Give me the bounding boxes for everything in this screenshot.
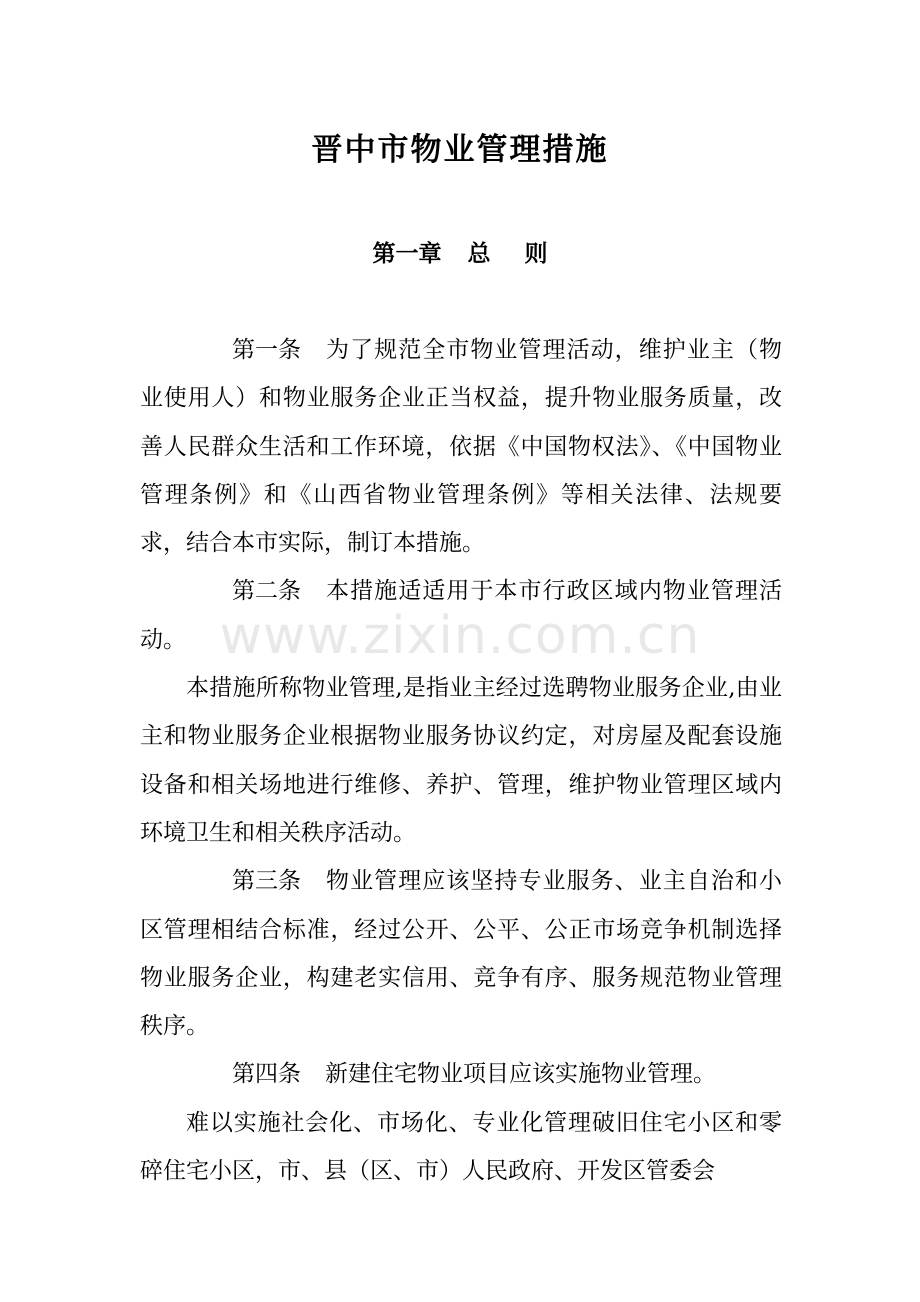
article-number: 第二条 [232, 578, 301, 605]
article-text: 本措施适适用于本市行政区域内物业管理活动。 [140, 578, 782, 653]
article-text: 难以实施社会化、市场化、专业化管理破旧住宅小区和零碎住宅小区，市、县（区、市）人民政府、开发区管委会 [140, 1109, 782, 1185]
paragraph-article-2 [140, 567, 782, 664]
document-body [140, 326, 782, 1195]
article-number: 第三条 [232, 868, 301, 895]
chapter-number: 第一章 [372, 241, 442, 267]
document-title: 晋中市物业管理措施 [311, 132, 609, 168]
article-text: 物业管理应该坚持专业服务、业主自治和小区管理相结合标准，经过公开、公平、公正市场竞争机制选择物业服务企业，构建老实信用、竞争有序、服务规范物业管理秩序。 [140, 868, 782, 1040]
watermark: www.zixin.com.cn [219, 606, 701, 666]
paragraph-article-1 [140, 326, 782, 567]
paragraph-article-4-continued [140, 1099, 782, 1196]
chapter-heading [0, 234, 920, 274]
article-number: 第四条 [232, 1061, 301, 1088]
article-text: 新建住宅物业项目应该实施物业管理。 [325, 1061, 716, 1088]
chapter-name-part1: 总 [467, 241, 491, 267]
article-text: 本措施所称物业管理,是指业主经过选聘物业服务企业,由业主和物业服务企业根据物业服务协议约定，对房屋及配套设施设备和相关场地进行维修、养护、管理，维护物业管理区域内环境卫生和相关秩序活动。 [140, 675, 782, 846]
article-text: 为了规范全市物业管理活动，维护业主（物业使用人）和物业服务企业正当权益，提升物业服务质量，改善人民群众生活和工作环境，依据《中国物权法》、《中国物业管理条例》和《山西省物业管理条例》等相关法律、法规要求，结合本市实际，制订本措施。 [140, 337, 782, 557]
paragraph-article-2-definition [140, 664, 782, 857]
chapter-name-part2: 则 [524, 241, 548, 267]
paragraph-article-4 [140, 1050, 782, 1098]
paragraph-article-3 [140, 857, 782, 1050]
article-number: 第一条 [232, 337, 301, 363]
